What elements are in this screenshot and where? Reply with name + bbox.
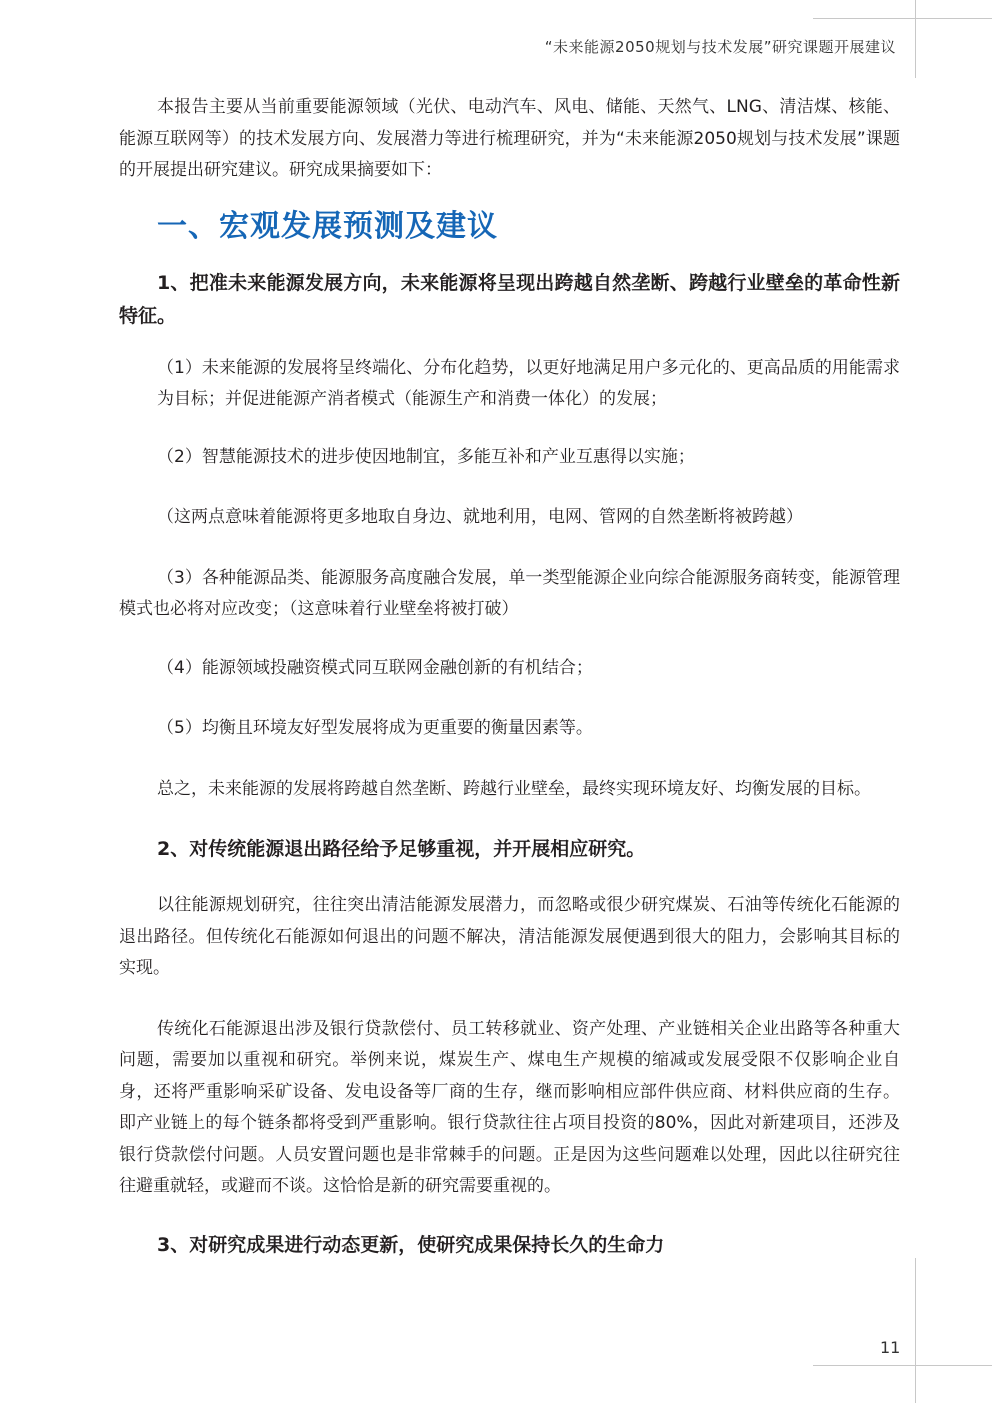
subsection-3-heading: 3、对研究成果进行动态更新，使研究成果保持长久的生命力: [157, 1233, 665, 1256]
list-item-note: （这两点意味着能源将更多地取自身边、就地利用，电网、管网的自然垄断将被跨越）: [157, 507, 803, 527]
subsection-2-paragraph-1: 以往能源规划研究，往往突出清洁能源发展潜力，而忽略或很少研究煤炭、石油等传统化石能源的退出路径。但传统化石能源如何退出的问题不解决，清洁能源发展便遇到很大的阻力，会影响其目标的实现。: [119, 895, 900, 978]
section-1-heading: 一、宏观发展预测及建议: [157, 208, 498, 244]
list-item-3: （3）各种能源品类、能源服务高度融合发展，单一类型能源企业向综合能源服务商转变，能源管理模式也必将对应改变；（这意味着行业壁垒将被打破）: [119, 567, 900, 619]
subsection-2-heading: 2、对传统能源退出路径给予足够重视，并开展相应研究。: [157, 838, 646, 860]
list-item-2: （2）智慧能源技术的进步使因地制宜，多能互补和产业互惠得以实施；: [157, 446, 695, 467]
running-header: “未来能源2050规划与技术发展”研究课题开展建议: [544, 38, 896, 56]
page-number: 11: [880, 1338, 901, 1357]
intro-paragraph: 本报告主要从当前重要能源领域（光伏、电动汽车、风电、储能、天然气、LNG、清洁煤、核能、能源互联网等）的技术发展方向、发展潜力等进行梳理研究，并为“未来能源2050规划与技术发展”课题的开展提出研究建议。研究成果摘要如下：: [119, 97, 900, 180]
top-right-horizontal-rule: [813, 18, 992, 19]
bottom-right-vertical-rule: [915, 1258, 916, 1403]
bottom-right-horizontal-rule: [813, 1365, 992, 1366]
top-right-vertical-rule: [915, 0, 916, 78]
subsection-2-paragraph-2: 传统化石能源退出涉及银行贷款偿付、员工转移就业、资产处理、产业链相关企业出路等各种重大问题，需要加以重视和研究。举例来说，煤炭生产、煤电生产规模的缩减或发展受限不仅影响企业自身，还将严重影响采矿设备、发电设备等厂商的生存，继而影响相应部件供应商、材料供应商的生存。即产业链上的每个链条都将受到严重影响。银行贷款往往占项目投资的80%，因此对新建项目，还涉及银行贷款偿付问题。人员安置问题也是非常棘手的问题。正是因为这些问题难以处理，因此以往研究往往避重就轻，或避而不谈。这恰恰是新的研究需要重视的。: [119, 1018, 900, 1196]
summary-paragraph: 总之，未来能源的发展将跨越自然垄断、跨越行业壁垒，最终实现环境友好、均衡发展的目标。: [157, 778, 871, 799]
list-item-1: （1）未来能源的发展将呈终端化、分布化趋势，以更好地满足用户多元化的、更高品质的用能需求为目标；并促进能源产消者模式（能源生产和消费一体化）的发展；: [157, 357, 900, 409]
list-item-4: （4）能源领域投融资模式同互联网金融创新的有机结合；: [157, 657, 593, 678]
page-content: [119, 92, 900, 1262]
list-item-5: （5）均衡且环境友好型发展将成为更重要的衡量因素等。: [157, 718, 593, 738]
subsection-1-heading: 1、把准未来能源发展方向，未来能源将呈现出跨越自然垄断、跨越行业壁垒的革命性新特征。: [119, 271, 900, 327]
